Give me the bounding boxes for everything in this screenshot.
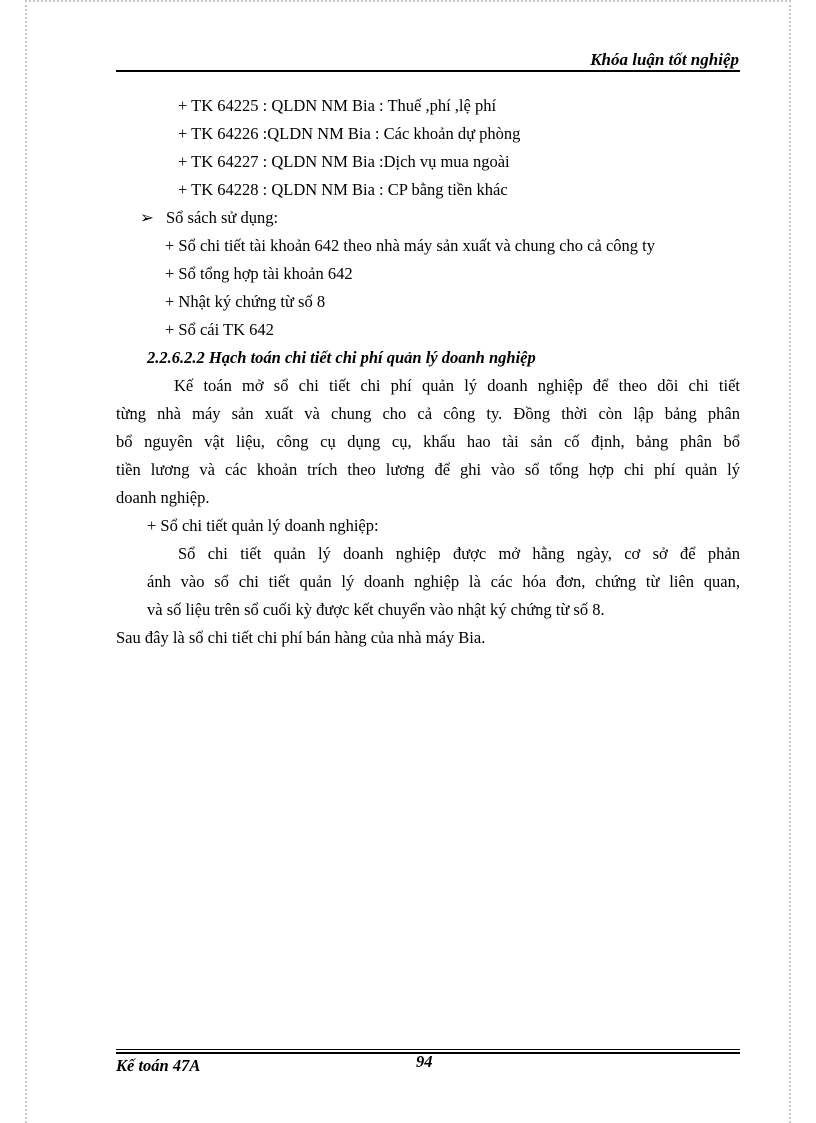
paragraph-line: Kế toán mở sổ chi tiết chi phí quản lý doanh nghiệp để theo dõi chi tiết bbox=[174, 376, 740, 395]
book-item: + Sổ tổng hợp tài khoản 642 bbox=[165, 264, 353, 283]
footer-rule-top bbox=[116, 1049, 740, 1050]
books-title: Sổ sách sử dụng: bbox=[166, 208, 279, 227]
account-line: + TK 64226 :QLDN NM Bia : Các khoản dự phòng bbox=[178, 124, 521, 143]
header-rule bbox=[116, 70, 740, 72]
books-heading bbox=[140, 208, 278, 228]
page-number: 94 bbox=[416, 1052, 433, 1071]
footer-department: Kế toán 47A bbox=[116, 1056, 201, 1075]
account-line: + TK 64228 : QLDN NM Bia : CP bằng tiền khác bbox=[178, 180, 508, 199]
page-border-top bbox=[25, 0, 791, 2]
book-item: + Nhật ký chứng từ số 8 bbox=[165, 292, 326, 311]
paragraph-line: và số liệu trên sổ cuối kỳ được kết chuyển vào nhật ký chứng từ số 8. bbox=[147, 600, 605, 619]
paragraph-line: từng nhà máy sản xuất và chung cho cả công ty. Đồng thời còn lập bảng phân bbox=[116, 404, 740, 423]
paragraph-line: tiền lương và các khoản trích theo lương để ghi vào sổ tổng hợp chi phí quản lý bbox=[116, 460, 740, 479]
header-title: Khóa luận tốt nghiệp bbox=[590, 50, 739, 69]
account-line: + TK 64225 : QLDN NM Bia : Thuế ,phí ,lệ phí bbox=[178, 96, 497, 115]
book-item: + Sổ chi tiết tài khoản 642 theo nhà máy sản xuất và chung cho cả công ty bbox=[165, 236, 655, 255]
paragraph-line: bổ nguyên vật liệu, công cụ dụng cụ, khấu hao tài sản cố định, bảng phân bổ bbox=[116, 432, 740, 451]
section-heading: 2.2.6.2.2 Hạch toán chi tiết chi phí quản lý doanh nghiệp bbox=[147, 348, 536, 367]
account-line: + TK 64227 : QLDN NM Bia :Dịch vụ mua ngoài bbox=[178, 152, 510, 171]
arrow-bullet-icon: ➢ bbox=[140, 208, 154, 227]
book-item: + Sổ cái TK 642 bbox=[165, 320, 274, 339]
closing-line: Sau đây là sổ chi tiết chi phí bán hàng của nhà máy Bia. bbox=[116, 628, 486, 647]
paragraph-line: ánh vào sổ chi tiết quản lý doanh nghiệp là các hóa đơn, chứng từ liên quan, bbox=[147, 572, 740, 591]
paragraph-line: Sổ chi tiết quản lý doanh nghiệp được mở hằng ngày, cơ sở để phản bbox=[178, 544, 740, 563]
paragraph-line: doanh nghiệp. bbox=[116, 488, 210, 507]
sub-item: + Sổ chi tiết quản lý doanh nghiệp: bbox=[147, 516, 379, 535]
